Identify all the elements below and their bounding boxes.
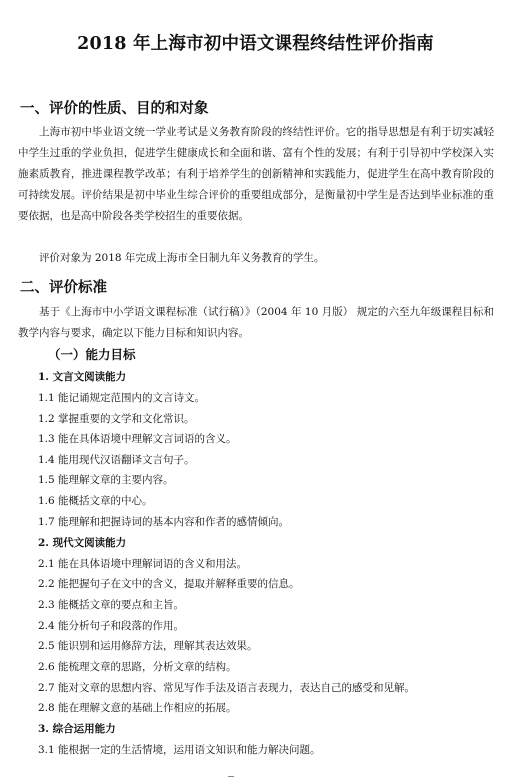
section-2-paragraph-1: 基于《上海市中小学语文课程标准（试行稿）》（2004 年 10 月版） 规定的六至九年级课程目标和教学内容与要求，确定以下能力目标和知识内容。 [18,306,494,339]
list-item: 1.5 能理解文章的主要内容。 [38,474,174,486]
group-heading-modern-reading: 2. 现代文阅读能力 [38,537,127,549]
section-2-heading: 二、评价标准 [20,279,107,296]
section-1-paragraph-2: 评价对象为 2018 年完成上海市全日制九年义务教育的学生。 [39,252,325,264]
list-item: 1.2 掌握重要的文学和文化常识。 [38,413,195,425]
ability-goals-subheading: （一）能力目标 [48,347,136,362]
list-item: 2.8 能在理解文意的基础上作相应的拓展。 [38,702,237,714]
list-item: 2.1 能在具体语境中理解词语的含义和用法。 [38,558,248,570]
group-heading-classical-reading: 1. 文言文阅读能力 [38,371,127,383]
list-item: 2.4 能分析句子和段落的作用。 [38,620,185,632]
list-item: 2.3 能概括文章的要点和主旨。 [38,599,185,611]
section-1-heading: 一、评价的性质、目的和对象 [20,100,209,117]
list-item: 3.1 能根据一定的生活情境，运用语文知识和能力解决问题。 [38,744,321,756]
list-item: 1.4 能用现代汉语翻译文言句子。 [38,454,195,466]
list-item: 2.2 能把握句子在文中的含义，提取并解释重要的信息。 [38,578,300,590]
list-item: 1.1 能记诵规定范围内的文言诗文。 [38,392,206,404]
list-item: 2.6 能梳理文章的思路，分析文章的结构。 [38,661,237,673]
list-item: 2.7 能对文章的思想内容、常见写作手法及语言表现力，表达自己的感受和见解。 [38,682,416,694]
list-item: 1.3 能在具体语境中理解文言词语的含义。 [38,433,237,445]
list-item: 2.5 能识别和运用修辞方法，理解其表达效果。 [38,640,258,652]
page-footer-mark [228,776,234,777]
list-item: 1.7 能理解和把握诗词的基本内容和作者的感情倾向。 [38,516,290,528]
document-title: 2018 年上海市初中语文课程终结性评价指南 [77,34,434,54]
list-item: 1.6 能概括文章的中心。 [38,495,153,507]
group-heading-comprehensive-use: 3. 综合运用能力 [38,723,116,735]
section-1-paragraph-1: 上海市初中毕业语文统一学业考试是义务教育阶段的终结性评价。它的指导思想是有利于切实减轻中学生过重的学业负担，促进学生健康成长和全面和谐、富有个性的发展；有利于引导初中学校深入实施素质教育，推进课程教学改革；有利于培养学生的创新精神和实践能力，促进学生在高中教育阶段的可持续发展。评价结果是初中毕业生综合评价的重要组成部分，是衡量初中学生是否达到毕业标准的重要依据，也是高中阶段各类学校招生的重要依据。 [18,126,494,222]
